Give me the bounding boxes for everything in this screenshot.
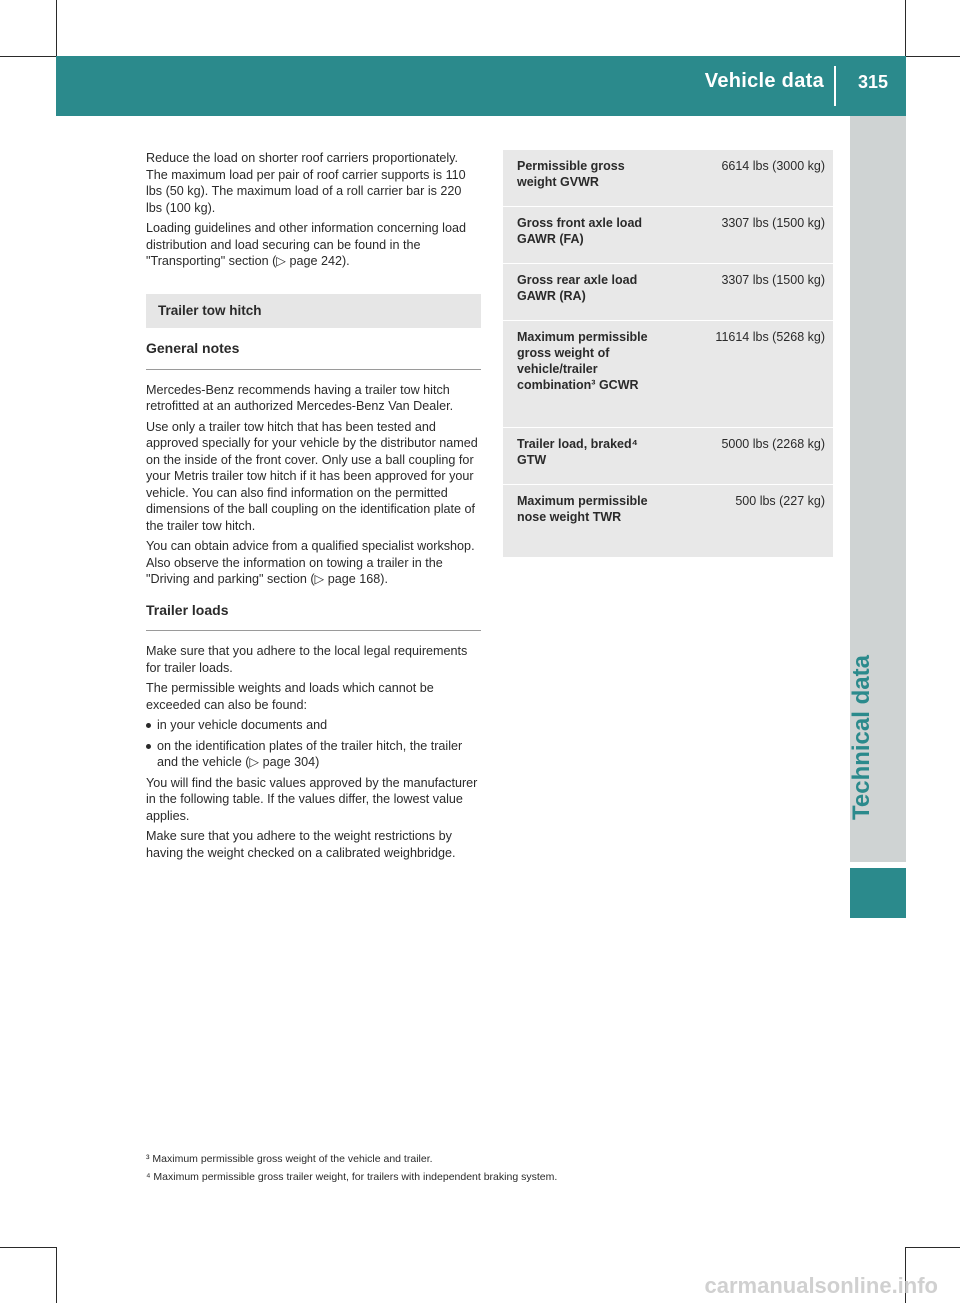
crop-mark bbox=[906, 1247, 960, 1248]
row-label: Maximum permissible gross weight of vehicle/trailer combination³ GCWR bbox=[517, 330, 648, 392]
table-row bbox=[503, 321, 833, 428]
footnotes bbox=[146, 1150, 836, 1186]
list-item bbox=[146, 738, 481, 771]
row-label: Permissible gross weight GVWR bbox=[517, 159, 625, 189]
row-label: Gross rear axle load GAWR (RA) bbox=[517, 273, 638, 303]
table-row bbox=[503, 150, 833, 207]
row-value: 3307 lbs (1500 kg) bbox=[721, 273, 825, 287]
row-value: 3307 lbs (1500 kg) bbox=[721, 216, 825, 230]
list-item bbox=[146, 717, 481, 734]
table-row bbox=[503, 264, 833, 321]
footnote: ⁴ Maximum permissible gross trailer weight, for trailers with independent braking system. bbox=[146, 1171, 558, 1183]
section-title: Trailer tow hitch bbox=[146, 294, 481, 329]
bullet-icon bbox=[146, 723, 151, 728]
footnote: ³ Maximum permissible gross weight of the vehicle and trailer. bbox=[146, 1153, 433, 1165]
general-notes-paragraph: Mercedes-Benz recommends having a trailer tow hitch retrofitted at an authorized Mercedes-Benz Van Dealer. bbox=[146, 382, 454, 413]
watermark: carmanualsonline.info bbox=[704, 1273, 938, 1298]
crop-mark bbox=[56, 1247, 57, 1303]
trailer-loads-title: Trailer loads bbox=[146, 602, 481, 632]
header-title: Vehicle data bbox=[704, 70, 824, 92]
row-label: Maximum permissible nose weight TWR bbox=[517, 494, 648, 524]
general-notes-paragraph: Use only a trailer tow hitch that has been tested and approved specially for your vehicle by the distributor named on the inside of the front cover. Only use a ball coupling for your Metris trailer tow hitch if it has been approved for your vehicle. You can also find information on the permitted dimensions of the ball coupling on the identification plate of the trailer tow hitch. bbox=[146, 419, 478, 533]
header-divider bbox=[834, 66, 836, 106]
crop-mark bbox=[905, 0, 906, 56]
crop-mark bbox=[56, 0, 57, 56]
trailer-loads-paragraph: You will find the basic values approved by the manufacturer in the following table. If the values differ, the lowest value applies. bbox=[146, 775, 478, 823]
row-value: 6614 lbs (3000 kg) bbox=[721, 159, 825, 173]
table-row bbox=[503, 207, 833, 264]
trailer-loads-paragraph: Make sure that you adhere to the local legal requirements for trailer loads. bbox=[146, 644, 468, 675]
intro-paragraph: Reduce the load on shorter roof carriers proportionately. The maximum load per pair of roof carrier supports is 110 lbs (50 kg). The maximum load of a roll carrier bar is 220 lbs (100 kg). bbox=[146, 151, 466, 215]
row-value: 500 lbs (227 kg) bbox=[735, 494, 825, 508]
intro-paragraph: Loading guidelines and other information concerning load distribution and load securing can be found in the "Transporting" section (▷ page 242). bbox=[146, 221, 466, 268]
trailer-loads-paragraph: The permissible weights and loads which cannot be exceeded can also be found: bbox=[146, 681, 434, 712]
row-value: 11614 lbs (5268 kg) bbox=[715, 330, 825, 344]
list-item-text: in your vehicle documents and bbox=[157, 718, 328, 732]
table-row bbox=[503, 485, 833, 557]
page-number: 315 bbox=[857, 72, 888, 92]
list-item-text: on the identification plates of the trailer hitch, the trailer and the vehicle (▷ page 304) bbox=[157, 738, 463, 769]
crop-mark bbox=[0, 1247, 56, 1248]
trailer-loads-paragraph: Make sure that you adhere to the weight restrictions by having the weight checked on a calibrated weighbridge. bbox=[146, 829, 456, 860]
row-value: 5000 lbs (2268 kg) bbox=[721, 437, 825, 451]
row-label: Trailer load, braked⁴ GTW bbox=[517, 437, 638, 467]
general-notes-title: General notes bbox=[146, 340, 481, 370]
side-tab-label: Technical data bbox=[848, 655, 875, 820]
table-row bbox=[503, 428, 833, 485]
general-notes-paragraph: You can obtain advice from a qualified specialist workshop. Also observe the information on towing a trailer in the "Driving and parking" section (▷ page 168). bbox=[146, 539, 475, 586]
crop-mark bbox=[0, 56, 56, 57]
bullet-icon bbox=[146, 744, 151, 749]
row-label: Gross front axle load GAWR (FA) bbox=[517, 216, 643, 246]
crop-mark bbox=[906, 56, 960, 57]
weights-table bbox=[503, 150, 833, 557]
page-header bbox=[56, 56, 906, 116]
left-column bbox=[146, 150, 481, 865]
side-tab-marker bbox=[850, 868, 906, 918]
